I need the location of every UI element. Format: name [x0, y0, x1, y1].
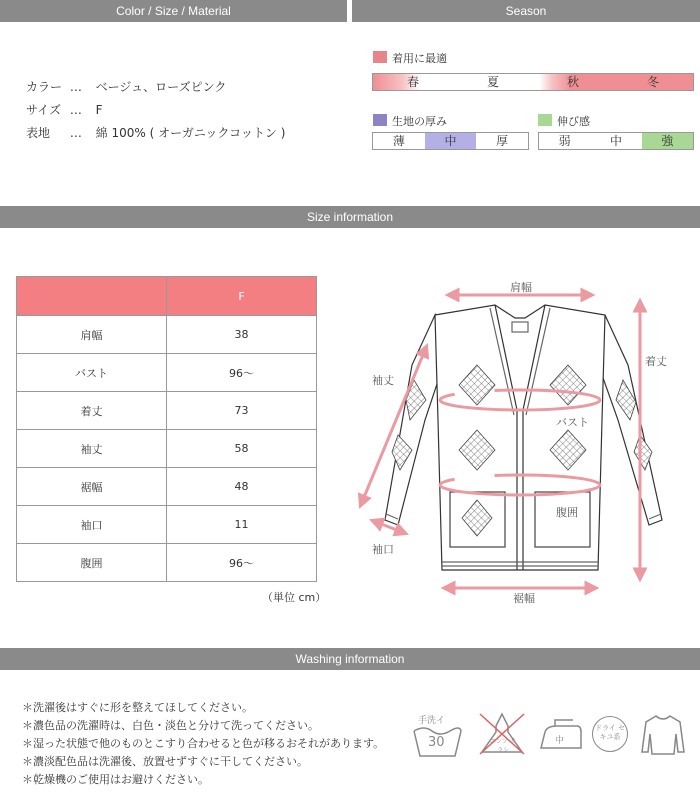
spec-fabric — [26, 124, 285, 141]
spec-key: サイズ — [26, 103, 62, 117]
row-value: 38 — [167, 316, 317, 354]
material-header: Color / Size / Material — [0, 0, 347, 22]
label-sleeve: 袖丈 — [372, 374, 394, 387]
size-table-corner — [17, 277, 167, 316]
table-row — [17, 544, 317, 582]
season-legend-swatch — [373, 51, 387, 63]
dry-clean-label: ドライ セキユ系 — [595, 724, 626, 741]
stretch-weak: 弱 — [558, 134, 571, 148]
table-row — [17, 354, 317, 392]
spec-size — [26, 101, 103, 118]
thickness-thick: 厚 — [496, 134, 509, 148]
size-column-f: F — [167, 277, 317, 316]
label-cuff: 袖口 — [372, 543, 394, 556]
table-row — [17, 392, 317, 430]
spec-value: F — [95, 103, 103, 117]
season-legend-label: 着用に最適 — [392, 52, 447, 65]
flat-dry-icon — [640, 712, 686, 758]
cardigan-outline — [385, 305, 662, 570]
label-shoulder: 肩幅 — [510, 281, 532, 294]
row-label: 袖口 — [17, 506, 167, 544]
label-bust: バスト — [556, 416, 589, 429]
row-value: 96〜 — [167, 354, 317, 392]
stretch-legend-swatch — [538, 114, 552, 126]
iron-icon — [537, 718, 585, 752]
wash-note-1: ＊洗濯後はすぐに形を整えてほしてください。 — [22, 701, 253, 714]
season-winter: 冬 — [646, 75, 659, 89]
spec-color — [26, 78, 226, 95]
unit-note: （単位 cm） — [262, 591, 327, 604]
row-label: 裾幅 — [17, 468, 167, 506]
row-value: 58 — [167, 430, 317, 468]
hand-wash-label: 手洗イ — [418, 716, 446, 726]
label-hem: 裾幅 — [513, 592, 535, 605]
size-table-header — [17, 277, 317, 316]
spec-key: 表地 — [26, 126, 51, 140]
wash-note-4: ＊濃淡配色品は洗濯後、放置せずすぐに干してください。 — [22, 755, 308, 768]
spec-value: ベージュ、ローズピンク — [95, 80, 227, 94]
no-bleach-icon — [476, 710, 528, 758]
thickness-medium: 中 — [425, 133, 477, 149]
wash-note-3: ＊湿った状態で他のものとこすり合わせると色が移るおそれがあります。 — [22, 737, 385, 750]
row-label: 肩幅 — [17, 316, 167, 354]
row-value: 96〜 — [167, 544, 317, 582]
spec-key: カラー — [26, 80, 63, 94]
row-label: 腹囲 — [17, 544, 167, 582]
season-spring: 春 — [406, 75, 419, 89]
table-row — [17, 506, 317, 544]
wash-note-5: ＊乾燥機のご使用はお避けください。 — [22, 773, 209, 786]
thickness-scale — [372, 132, 529, 150]
hand-wash-icon — [410, 711, 465, 761]
cardigan-diagram — [340, 270, 700, 610]
thickness-legend-swatch — [373, 114, 387, 126]
stretch-scale — [538, 132, 694, 150]
row-label: 袖丈 — [17, 430, 167, 468]
row-value: 73 — [167, 392, 317, 430]
stretch-strong: 強 — [642, 133, 693, 149]
size-info-header: Size information — [0, 206, 700, 228]
stretch-medium: 中 — [609, 134, 622, 148]
table-row — [17, 430, 317, 468]
table-row — [17, 468, 317, 506]
spec-value: 綿 100% ( オーガニックコットン ) — [95, 126, 286, 140]
spec-sep: … — [69, 103, 82, 117]
label-length: 着丈 — [645, 355, 667, 368]
washing-header: Washing information — [0, 648, 700, 670]
spec-sep: … — [69, 80, 82, 94]
row-value: 11 — [167, 506, 317, 544]
season-summer: 夏 — [486, 75, 499, 89]
season-header: Season — [352, 0, 700, 22]
table-row — [17, 316, 317, 354]
season-autumn: 秋 — [566, 75, 579, 89]
dry-clean-icon — [592, 716, 628, 752]
stretch-legend-label: 伸び感 — [557, 115, 590, 128]
row-value: 48 — [167, 468, 317, 506]
wash-note-2: ＊濃色品の洗濯時は、白色・淡色と分けて洗ってください。 — [22, 719, 319, 732]
thickness-legend-label: 生地の厚み — [392, 115, 447, 128]
row-label: バスト — [17, 354, 167, 392]
label-waist: 腹囲 — [556, 506, 578, 519]
size-table — [16, 276, 317, 582]
iron-temp: 中 — [555, 736, 565, 746]
no-bleach-label: エンソ サラシ — [490, 738, 516, 754]
wash-temp: 30 — [428, 735, 445, 750]
season-scale — [372, 73, 694, 91]
thickness-thin: 薄 — [392, 134, 405, 148]
spec-sep: … — [69, 126, 82, 140]
row-label: 着丈 — [17, 392, 167, 430]
